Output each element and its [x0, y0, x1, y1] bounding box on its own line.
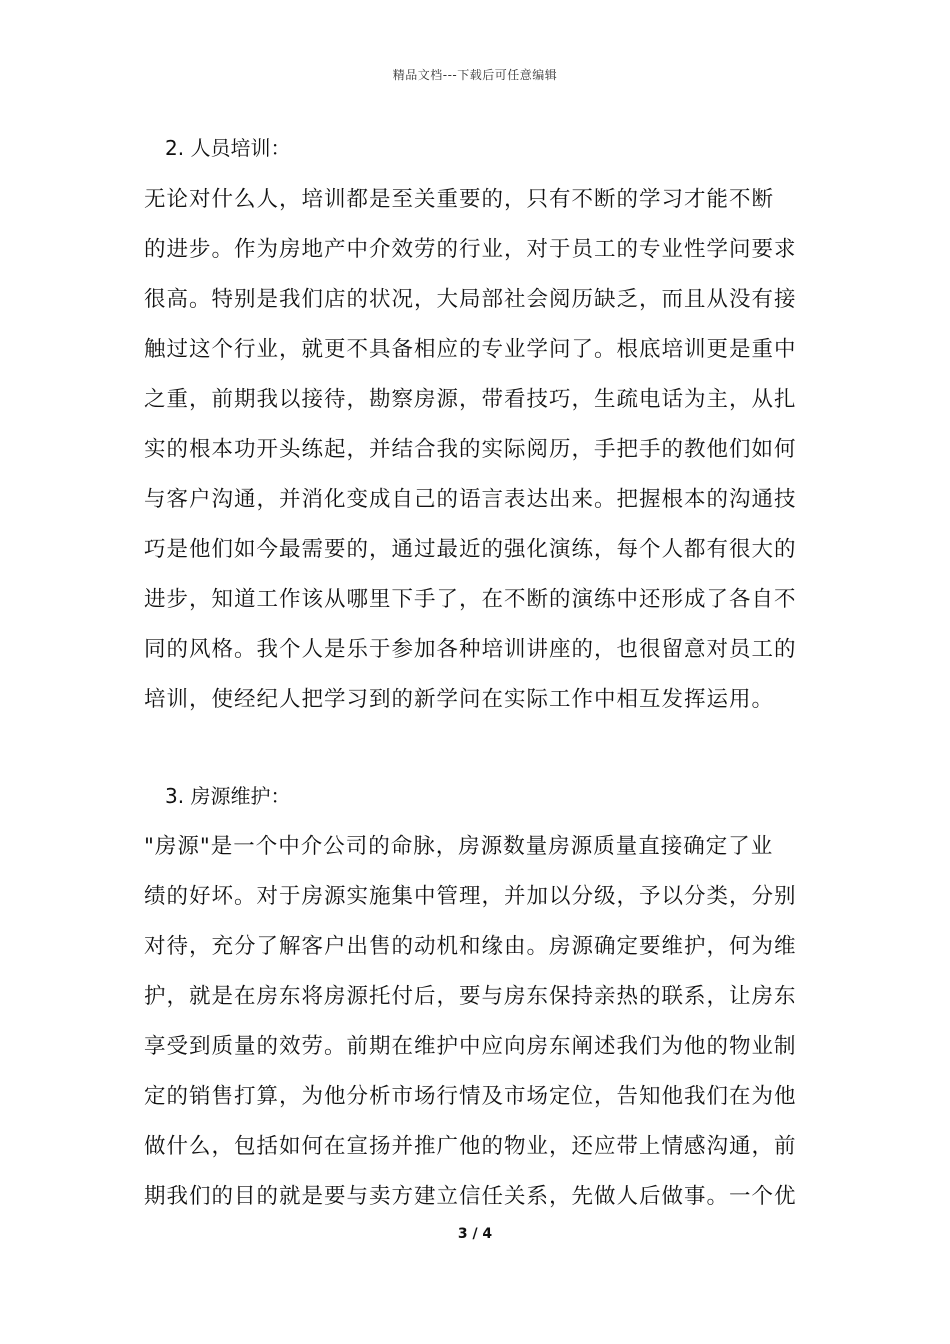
text-line: 做什么，包括如何在宣扬并推广他的物业，还应带上情感沟通，前	[144, 1134, 797, 1159]
text-line: 实的根本功开头练起，并结合我的实际阅历，手把手的教他们如何	[144, 437, 797, 462]
paragraph-training	[144, 175, 814, 725]
section-heading-listings: 3. 房源维护：	[165, 784, 291, 808]
text-line: 触过这个行业，就更不具备相应的专业学问了。根底培训更是重中	[144, 337, 797, 362]
text-line: 无论对什么人，培训都是至关重要的，只有不断的学习才能不断	[144, 187, 775, 212]
text-line: 定的销售打算，为他分析市场行情及市场定位，告知他我们在为他	[144, 1084, 797, 1109]
text-line: 与客户沟通，并消化变成自己的语言表达出来。把握根本的沟通技	[144, 487, 797, 512]
text-line: 护，就是在房东将房源托付后，要与房东保持亲热的联系，让房东	[144, 984, 797, 1009]
page-header: 精品文档---下载后可任意编辑	[392, 68, 558, 82]
text-line: 很高。特别是我们店的状况，大局部社会阅历缺乏，而且从没有接	[144, 287, 797, 312]
text-line: 对待，充分了解客户出售的动机和缘由。房源确定要维护，何为维	[144, 934, 797, 959]
text-line: 期我们的目的就是要与卖方建立信任关系，先做人后做事。一个优	[144, 1184, 797, 1209]
text-line: "房源"是一个中介公司的命脉，房源数量房源质量直接确定了业	[144, 834, 774, 859]
text-line: 巧是他们如今最需要的，通过最近的强化演练，每个人都有很大的	[144, 537, 797, 562]
text-line: 进步，知道工作该从哪里下手了，在不断的演练中还形成了各自不	[144, 587, 797, 612]
page-number: 3 / 4	[457, 1226, 493, 1242]
text-line: 培训，使经纪人把学习到的新学问在实际工作中相互发挥运用。	[144, 687, 775, 712]
text-line: 绩的好坏。对于房源实施集中管理，并加以分级，予以分类，分别	[144, 884, 797, 909]
paragraph-listings	[144, 822, 814, 1222]
section-heading-training: 2. 人员培训：	[165, 136, 291, 160]
text-line: 同的风格。我个人是乐于参加各种培训讲座的，也很留意对员工的	[144, 637, 797, 662]
text-line: 之重，前期我以接待，勘察房源，带看技巧，生疏电话为主，从扎	[144, 387, 797, 412]
text-line: 享受到质量的效劳。前期在维护中应向房东阐述我们为他的物业制	[144, 1034, 797, 1059]
text-line: 的进步。作为房地产中介效劳的行业，对于员工的专业性学问要求	[144, 237, 797, 262]
